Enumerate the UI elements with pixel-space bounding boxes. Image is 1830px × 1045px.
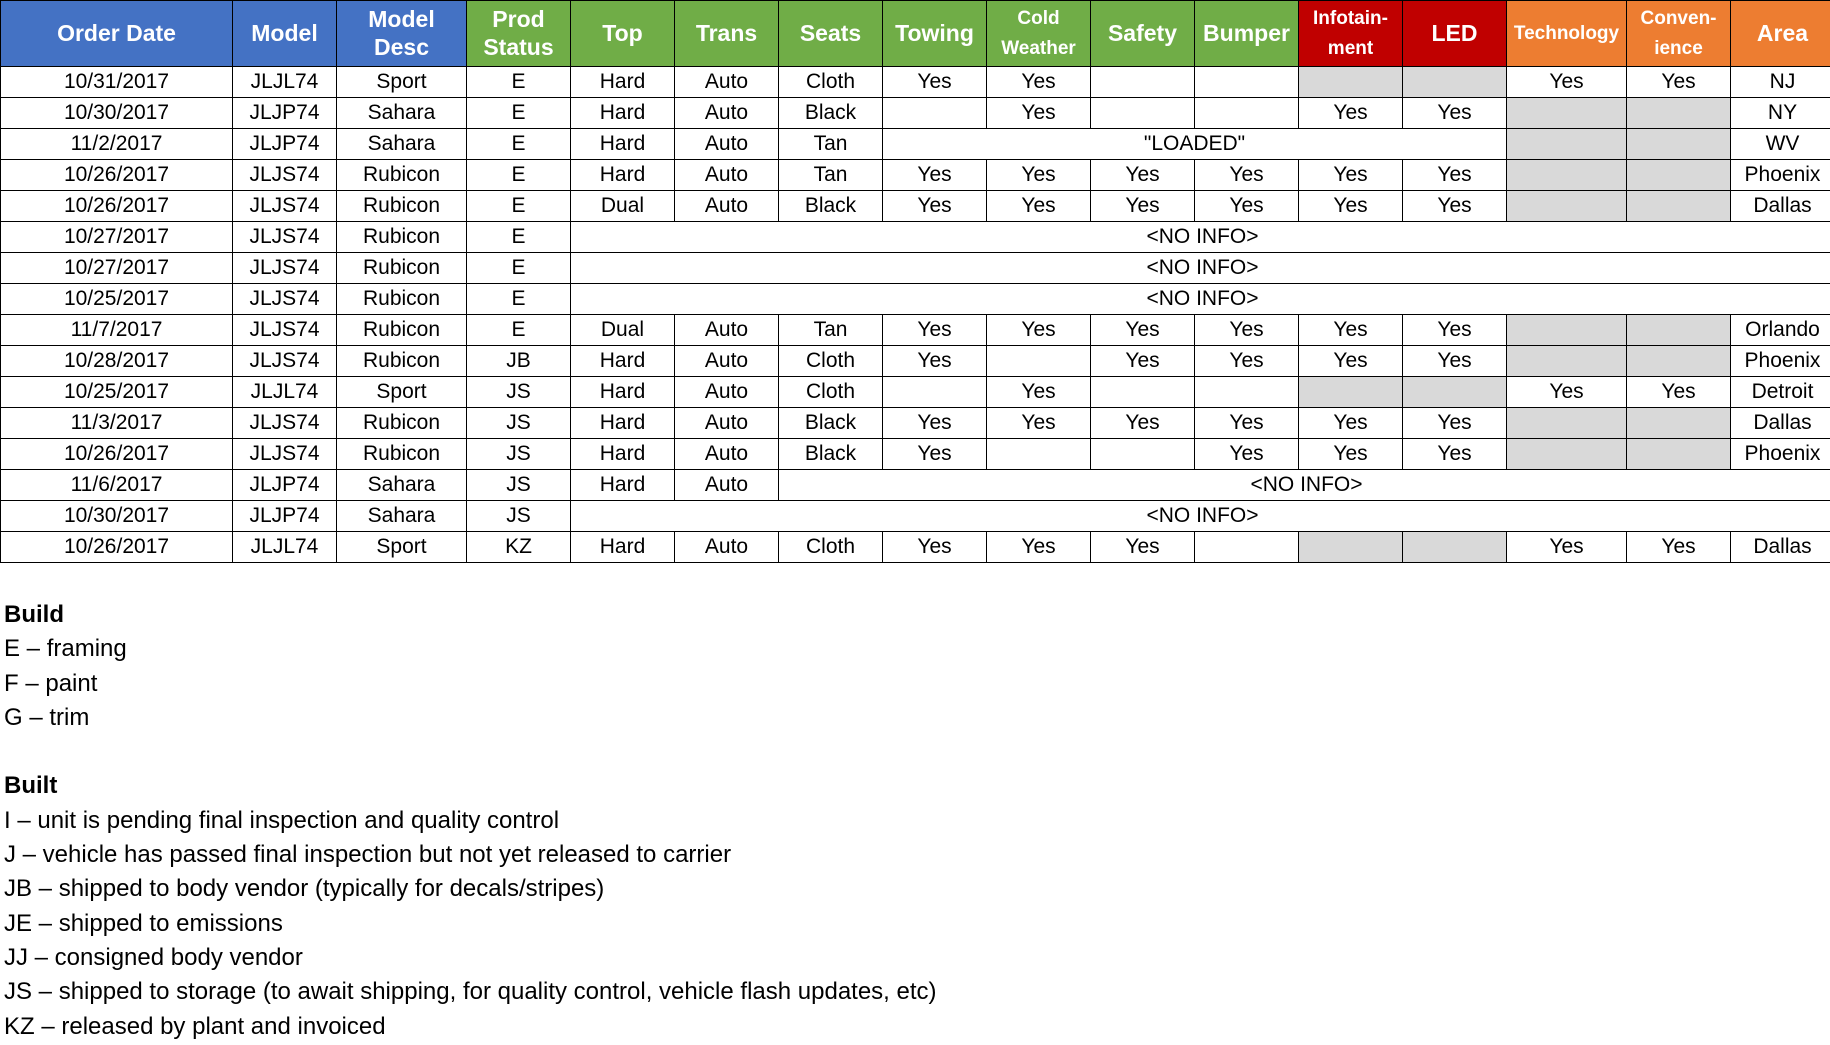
column-header — [1507, 1, 1627, 67]
table-cell[interactable]: Yes — [1195, 408, 1299, 439]
table-cell[interactable]: Yes — [1403, 191, 1507, 222]
table-cell[interactable]: Yes — [883, 315, 987, 346]
column-header-line: Area — [1756, 19, 1809, 46]
table-cell[interactable]: Black — [779, 439, 883, 470]
header-row — [1, 1, 1830, 67]
table-cell[interactable]: E — [467, 315, 571, 346]
table-cell[interactable]: E — [467, 67, 571, 98]
table-cell[interactable]: JS — [467, 377, 571, 408]
table-cell[interactable]: Cloth — [779, 377, 883, 408]
table-cell[interactable]: JLJS74 — [233, 284, 337, 315]
table-cell[interactable]: Yes — [987, 191, 1091, 222]
table-cell[interactable]: 10/26/2017 — [1, 532, 233, 563]
table-cell[interactable]: JLJP74 — [233, 470, 337, 501]
status-legend — [4, 598, 937, 1044]
table-cell[interactable]: Hard — [571, 408, 675, 439]
table-cell[interactable]: Auto — [675, 67, 779, 98]
table-cell[interactable] — [1403, 67, 1507, 98]
table-cell[interactable]: "LOADED" — [883, 129, 1507, 160]
table-cell[interactable]: 11/3/2017 — [1, 408, 233, 439]
table-cell[interactable]: Sahara — [337, 98, 467, 129]
table-cell[interactable]: Yes — [1091, 346, 1195, 377]
table-cell[interactable]: JLJP74 — [233, 129, 337, 160]
table-cell[interactable]: Yes — [987, 67, 1091, 98]
column-header — [883, 1, 987, 67]
table-cell[interactable]: Hard — [571, 532, 675, 563]
column-header-line: ment — [1327, 37, 1374, 59]
table-cell[interactable]: Yes — [1195, 160, 1299, 191]
table-cell[interactable]: Yes — [1299, 315, 1403, 346]
column-header — [467, 1, 571, 67]
table-cell[interactable]: Hard — [571, 129, 675, 160]
table-cell[interactable]: Yes — [883, 439, 987, 470]
table-cell[interactable]: NJ — [1731, 67, 1830, 98]
table-cell[interactable]: JB — [467, 346, 571, 377]
table-cell[interactable]: Hard — [571, 377, 675, 408]
table-cell[interactable]: Yes — [1403, 408, 1507, 439]
column-header-line: Desc — [374, 33, 429, 60]
column-header-line: LED — [1431, 19, 1478, 46]
table-cell[interactable] — [1403, 532, 1507, 563]
table-cell[interactable]: JS — [467, 470, 571, 501]
legend-build-list — [4, 632, 937, 735]
table-row — [1, 408, 1830, 439]
table-cell[interactable] — [883, 377, 987, 408]
table-cell[interactable]: 10/26/2017 — [1, 160, 233, 191]
table-cell[interactable]: Yes — [1299, 408, 1403, 439]
table-cell[interactable]: Black — [779, 408, 883, 439]
column-header-line: Safety — [1107, 19, 1178, 46]
table-cell[interactable]: Yes — [883, 346, 987, 377]
table-cell[interactable]: Auto — [675, 470, 779, 501]
table-cell[interactable]: JLJS74 — [233, 253, 337, 284]
table-cell[interactable]: Yes — [1091, 532, 1195, 563]
table-cell[interactable]: Yes — [1195, 315, 1299, 346]
table-cell[interactable]: Yes — [987, 315, 1091, 346]
table-cell[interactable]: Auto — [675, 191, 779, 222]
table-cell[interactable]: Hard — [571, 98, 675, 129]
table-cell[interactable]: Yes — [1091, 160, 1195, 191]
column-header-line: Infotain- — [1313, 7, 1388, 29]
column-header — [571, 1, 675, 67]
table-cell[interactable]: JS — [467, 501, 571, 532]
table-row — [1, 222, 1830, 253]
table-cell[interactable]: Yes — [1091, 408, 1195, 439]
table-cell[interactable] — [1507, 346, 1627, 377]
column-header-line: Status — [483, 33, 554, 60]
column-header-line: Top — [602, 19, 643, 46]
table-cell[interactable]: 10/30/2017 — [1, 501, 233, 532]
table-cell[interactable]: JS — [467, 408, 571, 439]
legend-built-list — [4, 804, 937, 1044]
table-cell[interactable] — [1299, 67, 1403, 98]
table-cell[interactable]: KZ — [467, 532, 571, 563]
table-cell[interactable]: Yes — [1403, 160, 1507, 191]
table-cell[interactable] — [987, 346, 1091, 377]
table-cell[interactable]: Yes — [1195, 439, 1299, 470]
table-row — [1, 532, 1830, 563]
legend-item: KZ – released by plant and invoiced — [4, 1012, 386, 1040]
legend-spacer — [4, 735, 937, 769]
table-cell[interactable]: <NO INFO> — [571, 501, 1830, 532]
table-cell[interactable]: Rubicon — [337, 222, 467, 253]
table-cell[interactable]: Auto — [675, 160, 779, 191]
table-cell[interactable] — [1507, 439, 1627, 470]
table-cell[interactable]: Yes — [987, 377, 1091, 408]
legend-item: JJ – consigned body vendor — [4, 943, 303, 971]
table-cell[interactable]: Sport — [337, 377, 467, 408]
table-cell[interactable] — [1195, 67, 1299, 98]
table-cell[interactable]: JS — [467, 439, 571, 470]
table-cell[interactable]: Yes — [1299, 98, 1403, 129]
table-cell[interactable] — [1091, 67, 1195, 98]
table-cell[interactable] — [1507, 315, 1627, 346]
column-header — [1627, 1, 1731, 67]
table-cell[interactable]: Yes — [883, 408, 987, 439]
table-cell[interactable] — [1507, 160, 1627, 191]
table-cell[interactable]: Tan — [779, 160, 883, 191]
table-cell[interactable]: Rubicon — [337, 346, 467, 377]
table-cell[interactable]: 11/7/2017 — [1, 315, 233, 346]
table-cell[interactable]: Cloth — [779, 67, 883, 98]
table-cell[interactable]: WV — [1731, 129, 1830, 160]
table-row — [1, 377, 1830, 408]
table-cell[interactable] — [1627, 160, 1731, 191]
table-cell[interactable]: Cloth — [779, 532, 883, 563]
table-cell[interactable]: 10/26/2017 — [1, 191, 233, 222]
column-header-line: Cold — [1017, 7, 1060, 29]
table-cell[interactable]: Yes — [883, 191, 987, 222]
column-header — [1195, 1, 1299, 67]
column-header-line: Towing — [895, 19, 974, 46]
table-row — [1, 160, 1830, 191]
table-cell[interactable]: Dallas — [1731, 408, 1830, 439]
table-cell[interactable]: Rubicon — [337, 439, 467, 470]
column-header — [1, 1, 233, 67]
table-cell[interactable]: JLJS74 — [233, 315, 337, 346]
table-cell[interactable]: Yes — [1507, 532, 1627, 563]
table-cell[interactable]: Auto — [675, 377, 779, 408]
table-cell[interactable] — [1195, 377, 1299, 408]
table-cell[interactable] — [1299, 377, 1403, 408]
table-cell[interactable]: Yes — [1299, 346, 1403, 377]
column-header — [337, 1, 467, 67]
column-header-line: Seats — [799, 19, 862, 46]
table-cell[interactable]: Sahara — [337, 129, 467, 160]
table-cell[interactable] — [1627, 191, 1731, 222]
table-cell[interactable]: NY — [1731, 98, 1830, 129]
table-row — [1, 284, 1830, 315]
table-cell[interactable]: Yes — [1627, 67, 1731, 98]
table-cell[interactable]: Auto — [675, 532, 779, 563]
table-cell[interactable]: JLJS74 — [233, 408, 337, 439]
table-cell[interactable] — [1507, 408, 1627, 439]
table-cell[interactable]: Dual — [571, 191, 675, 222]
table-row — [1, 315, 1830, 346]
column-header-line: Conven- — [1640, 7, 1717, 29]
table-cell[interactable]: JLJL74 — [233, 67, 337, 98]
legend-item: JB – shipped to body vendor (typically for decals/stripes) — [4, 875, 605, 903]
table-cell[interactable]: Yes — [1091, 191, 1195, 222]
table-cell[interactable]: Yes — [1627, 377, 1731, 408]
legend-built-title: Built — [4, 772, 58, 800]
table-cell[interactable]: Yes — [987, 98, 1091, 129]
table-cell[interactable]: Yes — [1195, 346, 1299, 377]
table-cell[interactable] — [1195, 532, 1299, 563]
column-header-line: Prod — [492, 5, 545, 32]
legend-item: F – paint — [4, 669, 98, 697]
table-cell[interactable] — [1091, 98, 1195, 129]
table-cell[interactable]: Yes — [1403, 346, 1507, 377]
table-cell[interactable] — [1627, 439, 1731, 470]
table-cell[interactable]: 11/2/2017 — [1, 129, 233, 160]
table-cell[interactable]: Phoenix — [1731, 439, 1830, 470]
table-cell[interactable]: Yes — [1507, 377, 1627, 408]
table-cell[interactable]: 10/30/2017 — [1, 98, 233, 129]
table-cell[interactable]: Hard — [571, 160, 675, 191]
table-cell[interactable]: Yes — [1403, 98, 1507, 129]
table-cell[interactable]: Sahara — [337, 470, 467, 501]
table-cell[interactable]: Yes — [1627, 532, 1731, 563]
table-cell[interactable]: Black — [779, 98, 883, 129]
table-cell[interactable]: E — [467, 191, 571, 222]
table-cell[interactable]: Yes — [1195, 191, 1299, 222]
table-row — [1, 470, 1830, 501]
table-cell[interactable]: Yes — [1299, 439, 1403, 470]
table-cell[interactable]: Cloth — [779, 346, 883, 377]
table-cell[interactable]: Yes — [1403, 439, 1507, 470]
table-cell[interactable]: E — [467, 253, 571, 284]
table-cell[interactable]: E — [467, 160, 571, 191]
column-header-line: Model — [251, 19, 318, 46]
table-cell[interactable]: <NO INFO> — [571, 253, 1830, 284]
table-row — [1, 439, 1830, 470]
column-header — [1403, 1, 1507, 67]
table-cell[interactable]: Yes — [883, 532, 987, 563]
table-cell[interactable]: Rubicon — [337, 315, 467, 346]
column-header — [1299, 1, 1403, 67]
table-cell[interactable] — [1627, 315, 1731, 346]
table-cell[interactable]: JLJS74 — [233, 160, 337, 191]
table-cell[interactable]: 10/26/2017 — [1, 439, 233, 470]
table-cell[interactable]: Hard — [571, 67, 675, 98]
table-cell[interactable]: Rubicon — [337, 408, 467, 439]
table-cell[interactable]: Yes — [1507, 67, 1627, 98]
table-cell[interactable]: Auto — [675, 129, 779, 160]
legend-item: JS – shipped to storage (to await shipping, for quality control, vehicle flash updates, etc) — [4, 978, 937, 1006]
column-header-line: Order Date — [57, 19, 176, 46]
table-cell[interactable]: Dual — [571, 315, 675, 346]
column-header — [1091, 1, 1195, 67]
table-cell[interactable]: JLJP74 — [233, 501, 337, 532]
legend-item: E – framing — [4, 635, 127, 663]
table-cell[interactable]: Black — [779, 191, 883, 222]
table-cell[interactable] — [1507, 98, 1627, 129]
table-cell[interactable]: JLJP74 — [233, 98, 337, 129]
table-cell[interactable]: Dallas — [1731, 532, 1830, 563]
table-cell[interactable] — [1627, 346, 1731, 377]
table-cell[interactable]: Yes — [883, 67, 987, 98]
column-header — [675, 1, 779, 67]
table-cell[interactable]: 10/31/2017 — [1, 67, 233, 98]
table-cell[interactable] — [1627, 98, 1731, 129]
table-cell[interactable]: Tan — [779, 315, 883, 346]
table-row — [1, 191, 1830, 222]
table-row — [1, 129, 1830, 160]
column-header-line: Weather — [1001, 37, 1076, 59]
table-cell[interactable]: Sahara — [337, 501, 467, 532]
table-cell[interactable]: Yes — [1091, 315, 1195, 346]
table-cell[interactable]: Rubicon — [337, 191, 467, 222]
table-cell[interactable]: <NO INFO> — [779, 470, 1830, 501]
legend-item: G – trim — [4, 703, 90, 731]
table-cell[interactable]: <NO INFO> — [571, 222, 1830, 253]
table-cell[interactable] — [1299, 532, 1403, 563]
table-cell[interactable] — [1627, 408, 1731, 439]
table-cell[interactable] — [1091, 377, 1195, 408]
table-cell[interactable]: E — [467, 98, 571, 129]
table-row — [1, 253, 1830, 284]
table-cell[interactable]: Rubicon — [337, 160, 467, 191]
table-cell[interactable]: Rubicon — [337, 284, 467, 315]
table-cell[interactable]: 10/25/2017 — [1, 377, 233, 408]
table-cell[interactable]: Orlando — [1731, 315, 1830, 346]
table-cell[interactable]: JLJL74 — [233, 532, 337, 563]
table-cell[interactable]: Sport — [337, 67, 467, 98]
table-cell[interactable]: Yes — [1299, 191, 1403, 222]
table-cell[interactable] — [883, 98, 987, 129]
legend-build-title: Build — [4, 601, 64, 628]
column-header-line: Trans — [695, 19, 758, 46]
column-header — [987, 1, 1091, 67]
table-cell[interactable]: Detroit — [1731, 377, 1830, 408]
table-cell[interactable]: Hard — [571, 439, 675, 470]
table-cell[interactable] — [987, 439, 1091, 470]
table-row — [1, 501, 1830, 532]
table-cell[interactable]: 10/28/2017 — [1, 346, 233, 377]
table-cell[interactable]: Auto — [675, 408, 779, 439]
table-cell[interactable]: JLJS74 — [233, 439, 337, 470]
table-cell[interactable]: E — [467, 129, 571, 160]
table-row — [1, 346, 1830, 377]
column-header — [779, 1, 883, 67]
table-cell[interactable] — [1507, 191, 1627, 222]
table-cell[interactable]: Auto — [675, 315, 779, 346]
table-cell[interactable]: Yes — [883, 160, 987, 191]
table-row — [1, 67, 1830, 98]
legend-item: JE – shipped to emissions — [4, 909, 283, 937]
table-cell[interactable] — [1507, 129, 1627, 160]
table-cell[interactable]: 10/27/2017 — [1, 222, 233, 253]
column-header-line: ience — [1654, 37, 1703, 59]
table-cell[interactable]: E — [467, 284, 571, 315]
table-cell[interactable]: Auto — [675, 346, 779, 377]
column-header-line: Technology — [1513, 22, 1620, 44]
table-cell[interactable] — [1403, 377, 1507, 408]
column-header-line: Model — [368, 5, 435, 32]
table-cell[interactable]: Phoenix — [1731, 160, 1830, 191]
table-cell[interactable]: Yes — [987, 532, 1091, 563]
table-cell[interactable] — [1195, 98, 1299, 129]
table-cell[interactable] — [1091, 439, 1195, 470]
column-header — [233, 1, 337, 67]
table-body — [1, 67, 1830, 563]
table-cell[interactable]: JLJS74 — [233, 346, 337, 377]
table-cell[interactable]: Yes — [1403, 315, 1507, 346]
table-cell[interactable]: Auto — [675, 98, 779, 129]
legend-item: J – vehicle has passed final inspection but not yet released to carrier — [4, 841, 732, 869]
table-cell[interactable]: Hard — [571, 470, 675, 501]
table-cell[interactable]: Auto — [675, 439, 779, 470]
table-cell[interactable]: Dallas — [1731, 191, 1830, 222]
table-cell[interactable]: E — [467, 222, 571, 253]
table-cell[interactable]: Tan — [779, 129, 883, 160]
column-header-line: Bumper — [1203, 19, 1290, 46]
table-cell[interactable]: Yes — [1299, 160, 1403, 191]
table-cell[interactable]: Hard — [571, 346, 675, 377]
table-cell[interactable]: 11/6/2017 — [1, 470, 233, 501]
table-cell[interactable]: JLJL74 — [233, 377, 337, 408]
table-row — [1, 98, 1830, 129]
table-cell[interactable]: 10/25/2017 — [1, 284, 233, 315]
table-cell[interactable]: Yes — [987, 408, 1091, 439]
table-cell[interactable]: JLJS74 — [233, 191, 337, 222]
table-cell[interactable]: Sport — [337, 532, 467, 563]
legend-item: I – unit is pending final inspection and quality control — [4, 806, 560, 834]
table-cell[interactable]: 10/27/2017 — [1, 253, 233, 284]
table-cell[interactable]: Phoenix — [1731, 346, 1830, 377]
table-cell[interactable]: Rubicon — [337, 253, 467, 284]
column-header — [1731, 1, 1830, 67]
table-cell[interactable] — [1627, 129, 1731, 160]
table-cell[interactable]: JLJS74 — [233, 222, 337, 253]
table-cell[interactable]: Yes — [987, 160, 1091, 191]
table-cell[interactable]: <NO INFO> — [571, 284, 1830, 315]
